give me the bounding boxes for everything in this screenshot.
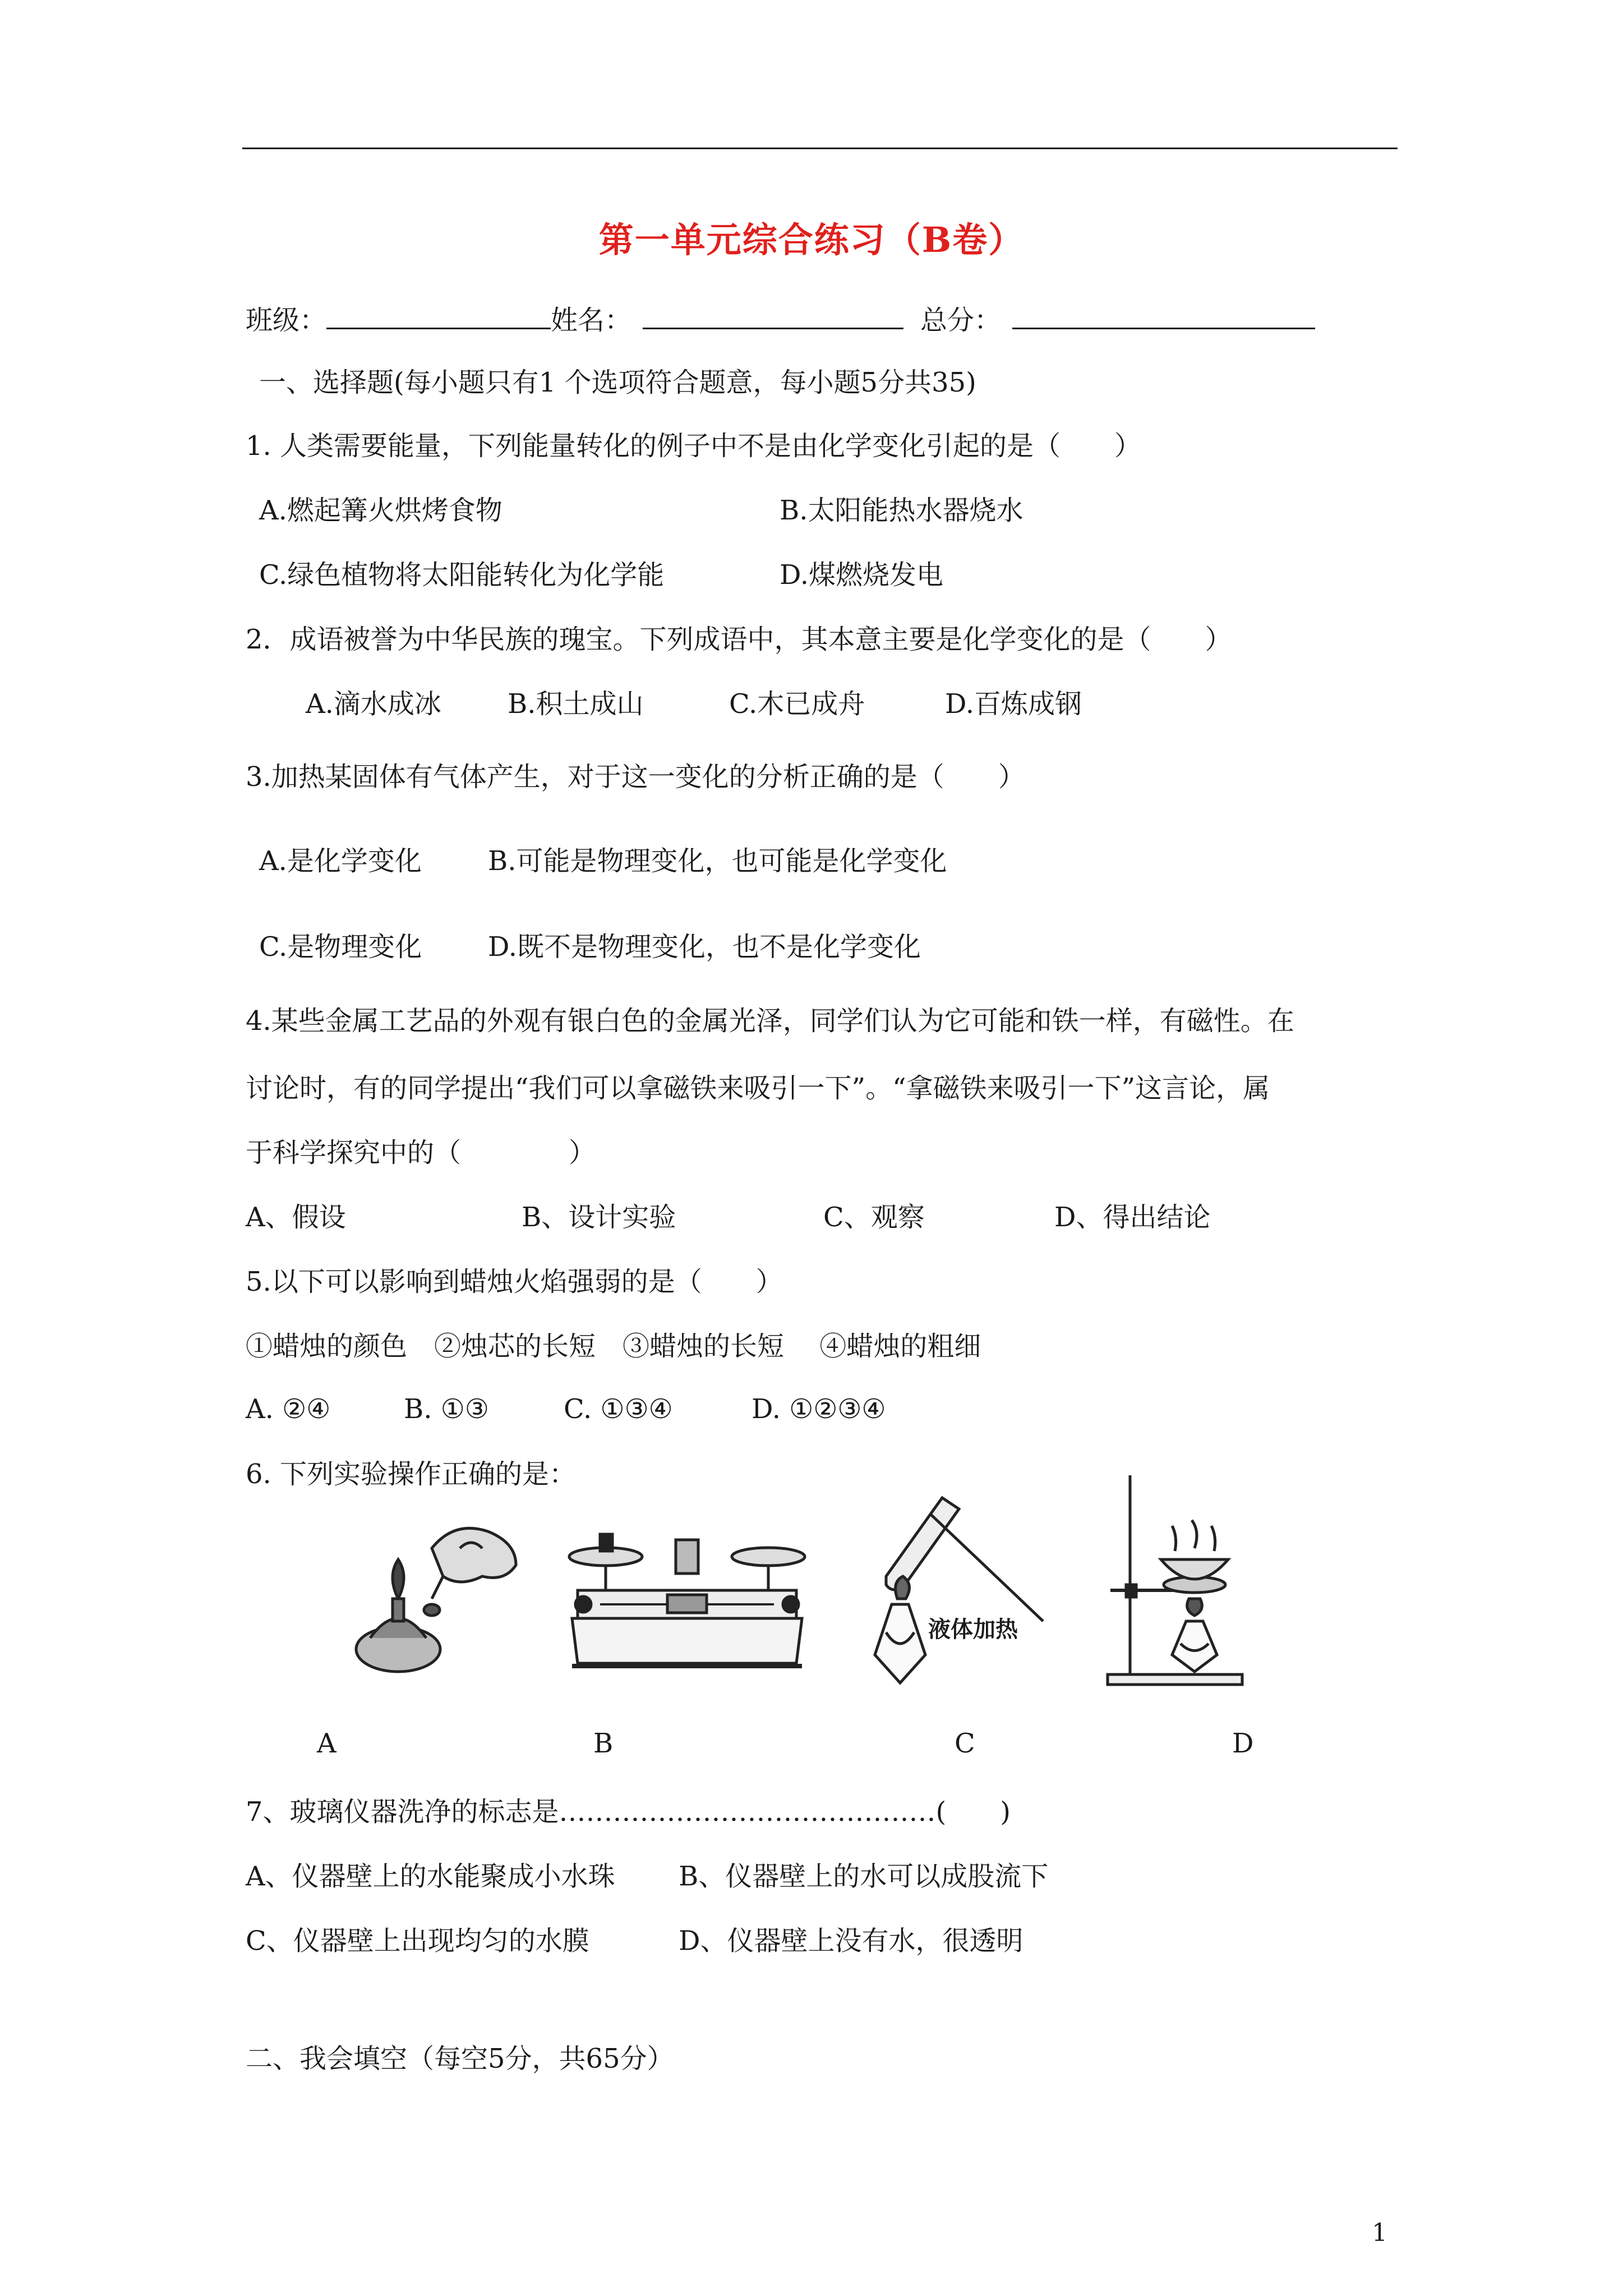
name-label: 姓名： bbox=[551, 305, 632, 336]
q5-option-b[interactable]: B. ①③ bbox=[404, 1393, 489, 1425]
section1-heading: 一、选择题(每小题只有1 个选项符合题意，每小题5分共35) bbox=[259, 367, 976, 398]
q2-option-c[interactable]: C.木已成舟 bbox=[729, 688, 865, 720]
q2-option-b[interactable]: B.积土成山 bbox=[508, 688, 644, 720]
q5-stem: 5.以下可以影响到蜡烛火焰强弱的是（ ） bbox=[246, 1266, 783, 1297]
q4-line-2: 讨论时，有的同学提出“我们可以拿磁铁来吸引一下”。“拿磁铁来吸引一下”这言论，属 bbox=[246, 1073, 1270, 1104]
q4-option-c[interactable]: C、观察 bbox=[823, 1202, 925, 1233]
q1-option-a[interactable]: A.燃起篝火烘烤食物 bbox=[259, 495, 502, 526]
figure-label-b: B bbox=[593, 1728, 614, 1759]
liquid-heating-figure bbox=[852, 1487, 1054, 1700]
section2-heading: 二、我会填空（每空5分，共65分） bbox=[246, 2043, 674, 2074]
q3-option-b[interactable]: B.可能是物理变化，也可能是化学变化 bbox=[488, 845, 947, 877]
class-blank[interactable] bbox=[326, 303, 551, 329]
q2-stem: 2．成语被誉为中华民族的瑰宝。下列成语中，其本意主要是化学变化的是（ ） bbox=[246, 624, 1232, 655]
page-title: 第一单元综合练习（B卷） bbox=[598, 219, 1025, 260]
q5-option-d[interactable]: D. ①②③④ bbox=[751, 1393, 886, 1425]
q4-option-b[interactable]: B、设计实验 bbox=[522, 1202, 676, 1233]
balance-scale-figure bbox=[566, 1529, 808, 1686]
q4-option-d[interactable]: D、得出结论 bbox=[1054, 1202, 1211, 1233]
q7-stem: 7、玻璃仪器洗净的标志是……………………………………( ) bbox=[246, 1796, 1011, 1828]
info-row bbox=[246, 303, 1315, 337]
q7-option-a[interactable]: A、仪器壁上的水能聚成小水珠 bbox=[246, 1861, 615, 1892]
q7-option-c[interactable]: C、仪器壁上出现均匀的水膜 bbox=[246, 1925, 589, 1957]
q1-option-c[interactable]: C.绿色植物将太阳能转化为化学能 bbox=[259, 559, 665, 591]
evaporating-dish-figure bbox=[1099, 1470, 1267, 1694]
figure-label-c: C bbox=[955, 1728, 975, 1759]
q3-stem: 3.加热某固体有气体产生，对于这一变化的分析正确的是（ ） bbox=[246, 761, 1025, 793]
q4-line-1: 4.某些金属工艺品的外观有银白色的金属光泽，同学们认为它可能和铁一样，有磁性。在 bbox=[246, 1005, 1294, 1037]
q1-option-b[interactable]: B.太阳能热水器烧水 bbox=[780, 495, 1023, 526]
class-label: 班级： bbox=[246, 305, 327, 336]
header-rule bbox=[242, 148, 1398, 149]
figure-c-caption: 液体加热 bbox=[928, 1617, 1018, 1642]
q2-option-a[interactable]: A.滴水成冰 bbox=[306, 688, 441, 720]
score-blank[interactable] bbox=[1012, 303, 1315, 329]
q1-stem: 1. 人类需要能量，下列能量转化的例子中不是由化学变化引起的是（ ） bbox=[246, 430, 1142, 462]
q7-option-b[interactable]: B、仪器壁上的水可以成股流下 bbox=[679, 1861, 1049, 1892]
q4-line-3: 于科学探究中的（ ） bbox=[246, 1137, 596, 1168]
figure-label-d: D bbox=[1232, 1728, 1254, 1759]
q5-items: ①蜡烛的颜色 ②烛芯的长短 ③蜡烛的长短 ④蜡烛的粗细 bbox=[246, 1331, 981, 1362]
q5-option-a[interactable]: A. ②④ bbox=[246, 1393, 331, 1425]
q3-option-c[interactable]: C.是物理变化 bbox=[259, 931, 422, 963]
page-number: 1 bbox=[1372, 2219, 1387, 2247]
q4-option-a[interactable]: A、假设 bbox=[246, 1202, 346, 1233]
q5-option-c[interactable]: C. ①③④ bbox=[564, 1393, 673, 1425]
q2-option-d[interactable]: D.百炼成钢 bbox=[945, 688, 1082, 720]
q3-option-a[interactable]: A.是化学变化 bbox=[259, 845, 422, 877]
q7-option-d[interactable]: D、仪器壁上没有水，很透明 bbox=[679, 1925, 1023, 1957]
score-label: 总分： bbox=[920, 305, 1002, 336]
q1-option-d[interactable]: D.煤燃烧发电 bbox=[780, 559, 944, 591]
q6-stem: 6. 下列实验操作正确的是： bbox=[246, 1458, 577, 1490]
alcohol-lamp-lighting-figure bbox=[348, 1515, 527, 1683]
q3-option-d[interactable]: D.既不是物理变化，也不是化学变化 bbox=[488, 931, 921, 963]
figure-label-a: A bbox=[317, 1728, 336, 1759]
name-blank[interactable] bbox=[643, 303, 903, 329]
